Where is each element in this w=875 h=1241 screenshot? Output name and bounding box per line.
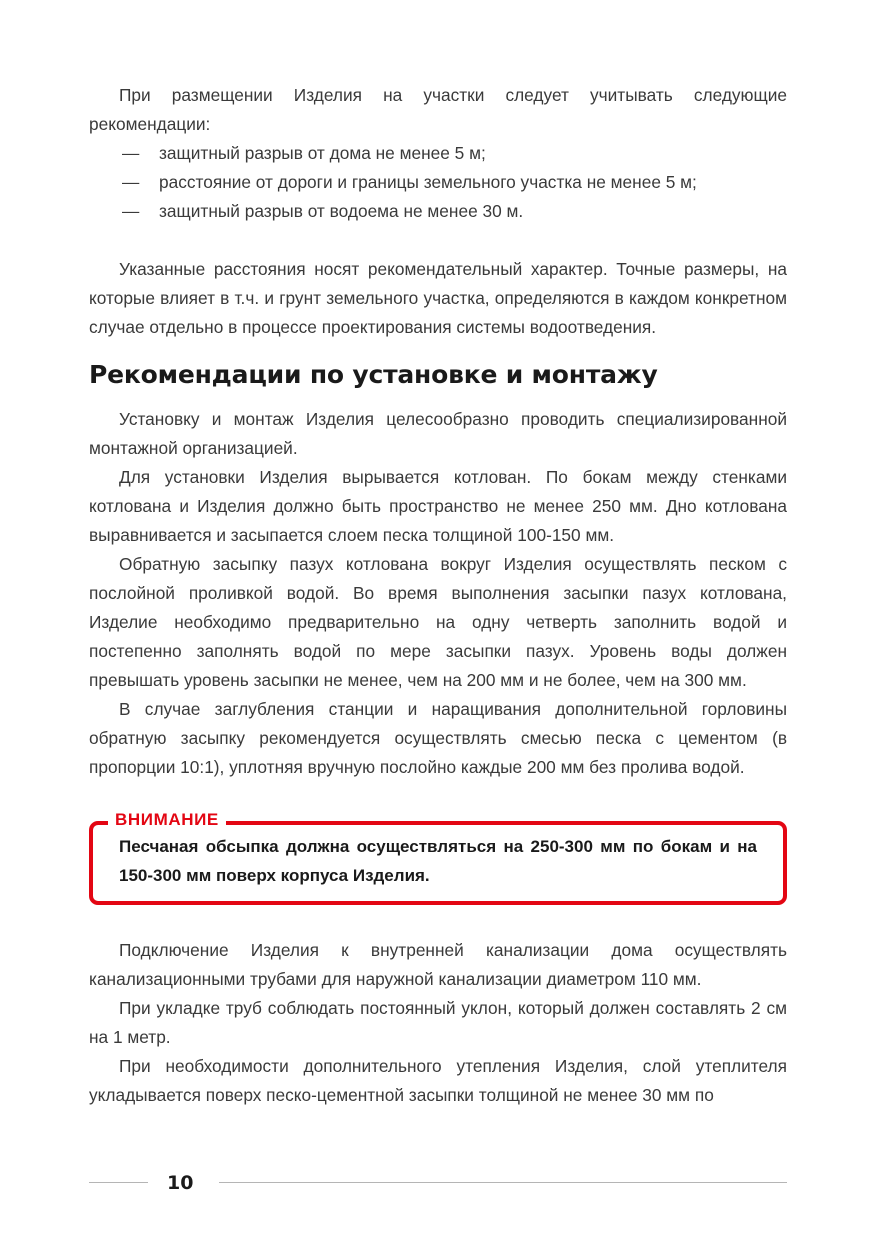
page-content [89, 81, 787, 1110]
section-paragraph-4: В случае заглубления станции и наращивания дополнительной горловины обратную засыпку рекомендуется осуществлять смесью песка с цементом (в пропорции 10:1), уплотняя вручную послойно каждые 200 мм без пролива водой. [89, 699, 787, 777]
list-item-text: расстояние от дороги и границы земельного участка не менее 5 м; [159, 172, 697, 192]
dash-marker: — [122, 201, 140, 221]
note-paragraph: Указанные расстояния носят рекомендательный характер. Точные размеры, на которые влияет в т.ч. и грунт земельного участка, определяются в каждом конкретном случае отдельно в процессе проектирования системы водоотведения. [89, 259, 787, 337]
dash-marker: — [122, 172, 140, 192]
section-paragraph-2: Для установки Изделия вырывается котлован. По бокам между стенками котлована и Изделия должно быть пространство не менее 250 мм. Дно котлована выравнивается и засыпается слоем песка толщиной 100-150 мм. [89, 467, 787, 545]
list-item [89, 168, 787, 197]
list-item-text: защитный разрыв от дома не менее 5 м; [159, 143, 486, 163]
warning-text: Песчаная обсыпка должна осуществляться на 250-300 мм по бокам и на 150-300 мм поверх корпуса Изделия. [119, 837, 757, 885]
intro-paragraph: При размещении Изделия на участки следует учитывать следующие рекомендации: [89, 85, 787, 134]
section-heading: Рекомендации по установке и монтажу [89, 360, 658, 389]
recommendation-list [89, 139, 787, 226]
page-number: 10 [167, 1172, 194, 1194]
warning-box [89, 812, 787, 905]
footer-divider-left [89, 1182, 148, 1183]
warning-title: ВНИМАНИЕ [108, 809, 226, 831]
footer-divider-right [219, 1182, 787, 1183]
spacer [89, 226, 787, 255]
list-item [89, 139, 787, 168]
insulation-paragraph: При необходимости дополнительного утепления Изделия, слой утеплителя укладывается поверх песко-цементной засыпки толщиной не менее 30 мм по [89, 1056, 787, 1105]
list-item-text: защитный разрыв от водоема не менее 30 м. [159, 201, 524, 221]
slope-paragraph: При укладке труб соблюдать постоянный уклон, который должен составлять 2 см на 1 метр. [89, 998, 787, 1047]
section-paragraph-1: Установку и монтаж Изделия целесообразно проводить специализированной монтажной организацией. [89, 409, 787, 458]
list-item [89, 197, 787, 226]
section-paragraph-3: Обратную засыпку пазух котлована вокруг Изделия осуществлять песком с послойной проливкой водой. Во время выполнения засыпки пазух котлована, Изделие необходимо предварительно на одну четверть заполнить водой и постепенно заполнять водой по мере засыпки пазух. Уровень воды должен превышать уровень засыпки не менее, чем на 200 мм и не более, чем на 300 мм. [89, 554, 787, 690]
connection-paragraph: Подключение Изделия к внутренней канализации дома осуществлять канализационными трубами для наружной канализации диаметром 110 мм. [89, 940, 787, 989]
dash-marker: — [122, 143, 140, 163]
